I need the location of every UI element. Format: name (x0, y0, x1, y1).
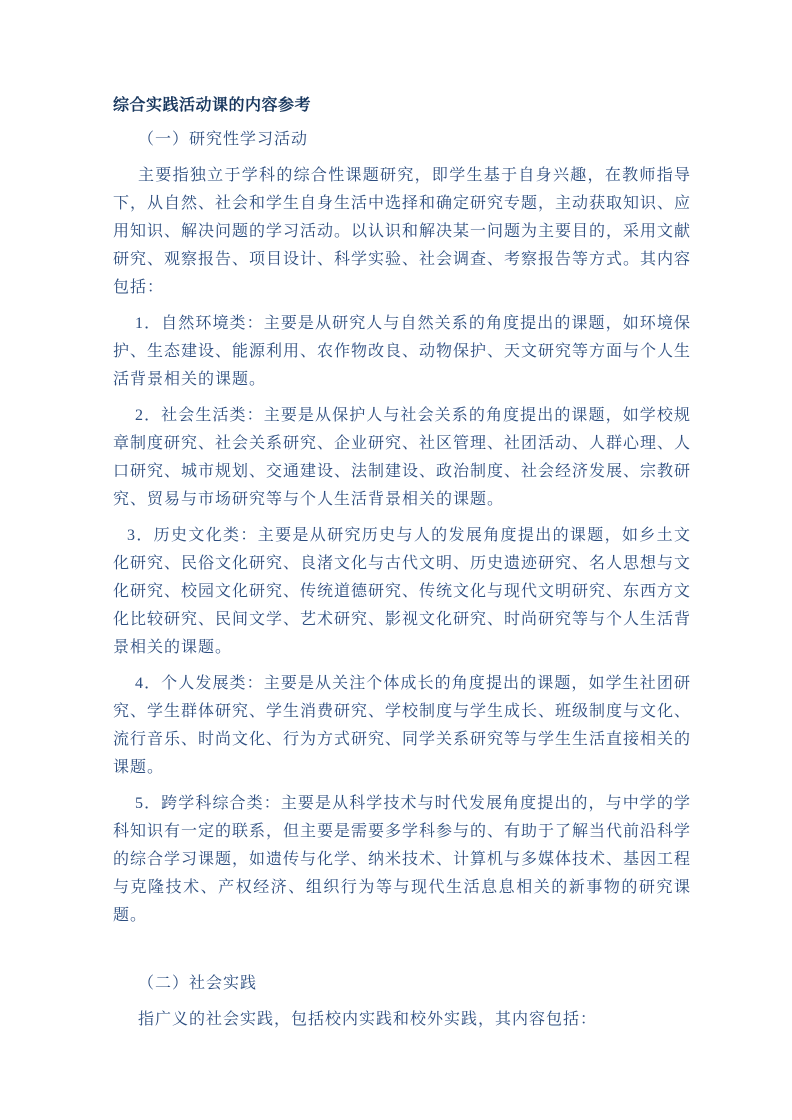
list-item-1-natural-environment: 1．自然环境类：主要是从研究人与自然关系的角度提出的课题，如环境保护、生态建设、能源利用、农作物改良、动物保护、天文研究等方面与个人生活背景相关的课题。 (113, 315, 692, 388)
list-item-3-history-culture: 3．历史文化类：主要是从研究历史与人的发展角度提出的课题，如乡土文化研究、民俗文化研究、良渚文化与古代文明、历史遗迹研究、名人思想与文化研究、校园文化研究、传统道德研究、传统文化与现代文明研究、东西方文化比较研究、民间文学、艺术研究、影视文化研究、时尚研究等与个人生活背景相关的课题。 (113, 527, 692, 656)
section-2-heading: （二）社会实践 (138, 975, 258, 992)
section-1-intro-paragraph: 主要指独立于学科的综合性课题研究，即学生基于自身兴趣，在教师指导下，从自然、社会和学生自身生活中选择和确定研究专题，主动获取知识、应用知识、解决问题的学习活动。以认识和解决某一问题为主要目的，采用文献研究、观察报告、项目设计、科学实验、社会调查、考察报告等方式。其内容包括： (113, 167, 692, 296)
section-2-intro-paragraph: 指广义的社会实践，包括校内实践和校外实践，其内容包括： (138, 1011, 598, 1028)
list-item-5-interdisciplinary: 5．跨学科综合类：主要是从科学技术与时代发展角度提出的，与中学的学科知识有一定的联系，但主要是需要多学科参与的、有助于了解当代前沿科学的综合学习课题，如遗传与化学、纳米技术、计算机与多媒体技术、基因工程与克隆技术、产权经济、组织行为等与现代生活息息相关的新事物的研究课题。 (113, 795, 692, 924)
list-item-4-personal-development: 4．个人发展类：主要是从关注个体成长的角度提出的课题，如学生社团研究、学生群体研究、学生消费研究、学校制度与学生成长、班级制度与文化、流行音乐、时尚文化、行为方式研究、同学关系研究等与学生生活直接相关的课题。 (113, 675, 692, 776)
list-item-2-social-life: 2．社会生活类：主要是从保护人与社会关系的角度提出的课题，如学校规章制度研究、社会关系研究、企业研究、社区管理、社团活动、人群心理、人口研究、城市规划、交通建设、法制建设、政治制度、社会经济发展、宗教研究、贸易与市场研究等与个人生活背景相关的课题。 (113, 407, 692, 508)
section-1-heading: （一）研究性学习活动 (138, 131, 309, 148)
document-content (113, 92, 691, 1042)
document-title: 综合实践活动课的内容参考 (113, 97, 312, 114)
